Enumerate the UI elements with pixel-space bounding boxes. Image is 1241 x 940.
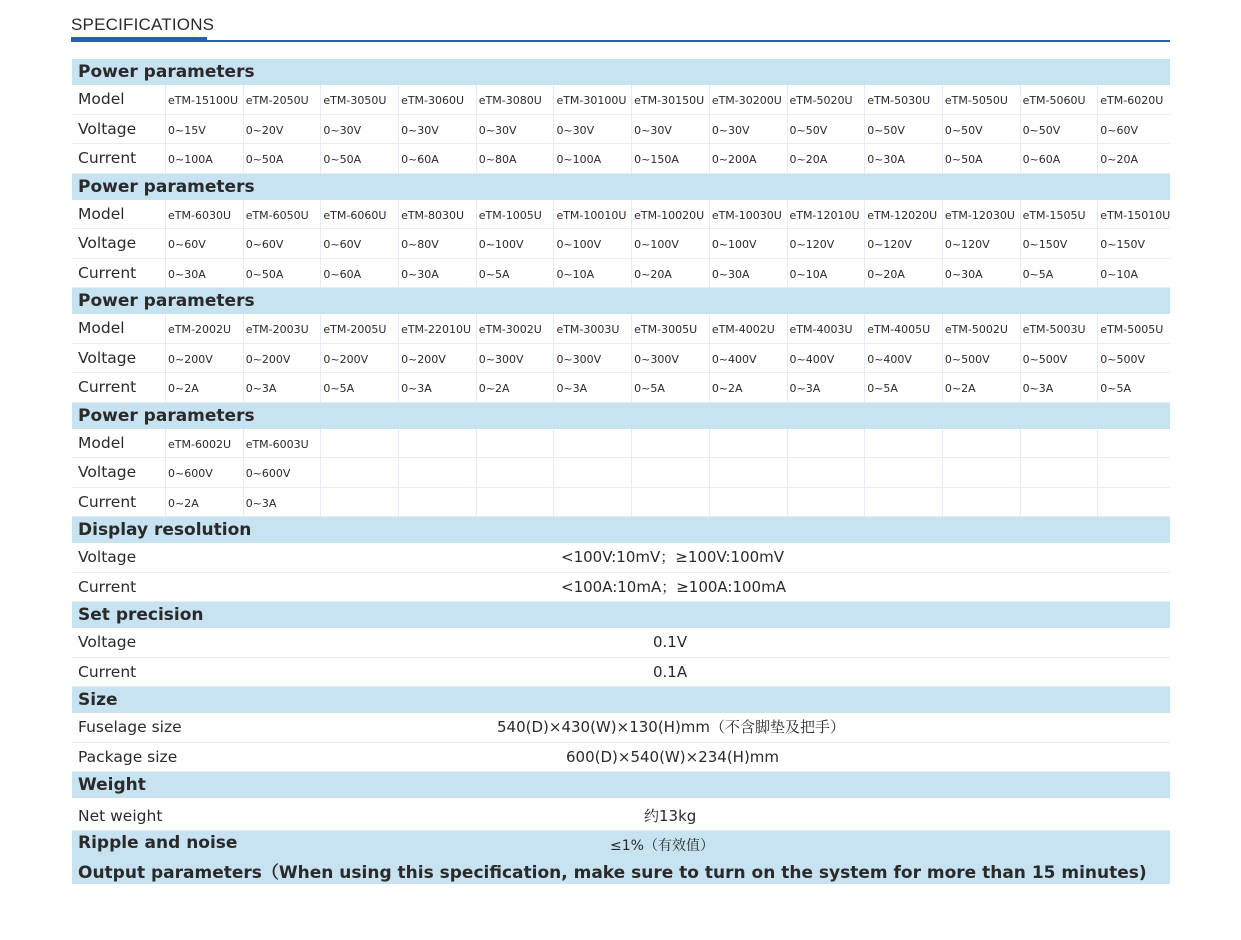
row-label: Current	[78, 492, 137, 511]
current-row	[72, 259, 1170, 289]
table-cell: 0~3A	[243, 488, 321, 517]
table-cell: 0~30V	[553, 115, 631, 144]
display-resolution-heading: Display resolution	[72, 517, 1170, 543]
table-cell	[787, 488, 865, 517]
table-cell: 0~100A	[165, 144, 243, 173]
table-cell: 0~100V	[553, 229, 631, 258]
power-parameters-heading: Power parameters	[72, 59, 1170, 85]
table-cell: 0~80A	[476, 144, 554, 173]
table-cell	[398, 488, 476, 517]
row-value: 600(D)×540(W)×234(H)mm	[566, 747, 780, 766]
table-cell	[631, 458, 709, 487]
table-cell: eTM-5050U	[942, 85, 1020, 114]
row-label: Voltage	[78, 348, 137, 367]
table-cell: eTM-12010U	[787, 200, 865, 229]
table-cell	[1097, 458, 1175, 487]
table-cell: eTM-30200U	[709, 85, 787, 114]
row-label: Voltage	[78, 234, 137, 252]
table-cell: 0~300V	[553, 344, 631, 373]
table-cell	[553, 458, 631, 487]
voltage-row	[72, 344, 1170, 374]
table-cell: 0~200V	[398, 344, 476, 373]
table-cell: eTM-3060U	[398, 85, 476, 114]
table-cell: 0~600V	[243, 458, 321, 487]
table-cell: eTM-12020U	[864, 200, 942, 229]
table-cell	[476, 429, 554, 458]
table-cell: 0~20A	[864, 259, 942, 288]
row-label: Current	[78, 662, 137, 681]
display-resolution-current-row	[72, 573, 1170, 603]
table-cell: 0~120V	[942, 229, 1020, 258]
table-cell: eTM-6020U	[1097, 85, 1175, 114]
table-cell	[553, 429, 631, 458]
table-cell: 0~500V	[942, 344, 1020, 373]
net-weight-row	[72, 798, 1170, 831]
table-cell	[320, 458, 398, 487]
table-cell: eTM-12030U	[942, 200, 1020, 229]
table-cell: eTM-6003U	[243, 429, 321, 458]
table-cell	[787, 429, 865, 458]
table-cell: 0~100V	[631, 229, 709, 258]
table-cell: 0~150V	[1097, 229, 1175, 258]
page-title: SPECIFICATIONS	[71, 15, 215, 34]
table-cell	[709, 458, 787, 487]
table-cell: 0~150A	[631, 144, 709, 173]
title-divider	[71, 40, 1170, 42]
table-cell: eTM-3002U	[476, 314, 554, 343]
table-cell: 0~60V	[1097, 115, 1175, 144]
table-cell	[476, 458, 554, 487]
table-cell: 0~30V	[709, 115, 787, 144]
row-label: Net weight	[78, 807, 163, 825]
table-cell: 0~200V	[165, 344, 243, 373]
table-cell: eTM-10010U	[553, 200, 631, 229]
table-cell	[320, 429, 398, 458]
row-label: Voltage	[78, 119, 137, 138]
table-cell: 0~300V	[631, 344, 709, 373]
row-label: Voltage	[78, 463, 137, 481]
table-cell: 0~200V	[320, 344, 398, 373]
table-cell: eTM-3080U	[476, 85, 554, 114]
row-label: Model	[78, 204, 125, 223]
table-cell: 0~50V	[864, 115, 942, 144]
row-label: Current	[78, 263, 137, 282]
ripple-output-band	[72, 831, 1170, 884]
table-cell: 0~60V	[165, 229, 243, 258]
table-cell: 0~200V	[243, 344, 321, 373]
table-cell: 0~200A	[709, 144, 787, 173]
model-row	[72, 85, 1170, 115]
table-cell	[709, 488, 787, 517]
row-value: 0.1A	[653, 662, 688, 681]
table-cell: 0~50V	[787, 115, 865, 144]
set-precision-heading: Set precision	[72, 602, 1170, 628]
row-value: 540(D)×430(W)×130(H)mm（不含脚垫及把手）	[497, 718, 846, 736]
table-cell: eTM-10020U	[631, 200, 709, 229]
row-value: <100V:10mV；≥100V:100mV	[561, 548, 785, 566]
table-cell	[631, 488, 709, 517]
table-cell: 0~5A	[631, 373, 709, 402]
table-cell	[942, 458, 1020, 487]
table-cell: eTM-22010U	[398, 314, 476, 343]
row-label: Current	[78, 149, 137, 167]
table-cell: 0~80V	[398, 229, 476, 258]
table-cell: 0~2A	[165, 488, 243, 517]
table-cell: eTM-3050U	[320, 85, 398, 114]
table-cell: eTM-10030U	[709, 200, 787, 229]
row-label: Voltage	[78, 548, 137, 566]
table-cell: eTM-1505U	[1020, 200, 1098, 229]
display-resolution-voltage-row	[72, 543, 1170, 573]
table-cell: 0~20A	[631, 259, 709, 288]
table-cell: eTM-3005U	[631, 314, 709, 343]
table-cell: eTM-5005U	[1097, 314, 1175, 343]
table-cell: 0~15V	[165, 115, 243, 144]
table-cell: 0~20V	[243, 115, 321, 144]
table-cell: 0~3A	[398, 373, 476, 402]
table-cell: 0~50V	[942, 115, 1020, 144]
table-cell: 0~60V	[320, 229, 398, 258]
table-cell: 0~50A	[942, 144, 1020, 173]
table-cell: eTM-2003U	[243, 314, 321, 343]
model-row	[72, 200, 1170, 230]
table-cell: 0~30V	[631, 115, 709, 144]
fuselage-size-row	[72, 713, 1170, 743]
model-row	[72, 429, 1170, 459]
table-cell: 0~50A	[243, 259, 321, 288]
current-row	[72, 373, 1170, 403]
set-precision-voltage-row	[72, 628, 1170, 658]
table-cell	[942, 429, 1020, 458]
table-cell: 0~50A	[243, 144, 321, 173]
current-row	[72, 144, 1170, 174]
table-cell	[398, 429, 476, 458]
package-size-row	[72, 743, 1170, 773]
table-cell: eTM-5002U	[942, 314, 1020, 343]
row-label: Model	[78, 90, 125, 108]
table-cell	[398, 458, 476, 487]
table-cell: eTM-1005U	[476, 200, 554, 229]
current-row	[72, 488, 1170, 518]
table-cell: 0~2A	[165, 373, 243, 402]
row-label: Model	[78, 319, 125, 337]
table-cell	[942, 488, 1020, 517]
table-cell: eTM-4002U	[709, 314, 787, 343]
table-cell: 0~400V	[787, 344, 865, 373]
table-cell: eTM-2002U	[165, 314, 243, 343]
table-cell: eTM-4005U	[864, 314, 942, 343]
table-cell: 0~2A	[709, 373, 787, 402]
table-cell: 0~30V	[398, 115, 476, 144]
table-cell	[864, 458, 942, 487]
table-cell: 0~100A	[553, 144, 631, 173]
table-cell: 0~30A	[398, 259, 476, 288]
voltage-row	[72, 115, 1170, 145]
table-cell: 0~3A	[787, 373, 865, 402]
table-cell: 0~120V	[787, 229, 865, 258]
table-cell: eTM-3003U	[553, 314, 631, 343]
table-cell: 0~5A	[320, 373, 398, 402]
table-cell: eTM-5030U	[864, 85, 942, 114]
table-cell	[1020, 488, 1098, 517]
row-label: Fuselage size	[78, 718, 182, 736]
row-label: Voltage	[78, 633, 137, 651]
table-cell	[787, 458, 865, 487]
table-cell	[1097, 488, 1175, 517]
row-value: 0.1V	[653, 633, 688, 651]
table-cell: eTM-15100U	[165, 85, 243, 114]
table-cell: 0~100V	[709, 229, 787, 258]
row-value: 约13kg	[644, 807, 697, 825]
row-label: Package size	[78, 747, 178, 766]
row-label: Current	[78, 577, 137, 596]
table-cell: 0~5A	[476, 259, 554, 288]
output-parameters-heading: Output parameters（When using this specification, make sure to turn on the system for more than 15 minutes)	[78, 863, 1147, 883]
table-cell: eTM-6060U	[320, 200, 398, 229]
table-cell	[320, 488, 398, 517]
table-cell: 0~2A	[942, 373, 1020, 402]
table-cell: eTM-5020U	[787, 85, 865, 114]
table-cell: eTM-2050U	[243, 85, 321, 114]
power-parameters-heading: Power parameters	[72, 403, 1170, 429]
table-cell: 0~20A	[1097, 144, 1175, 173]
table-cell	[631, 429, 709, 458]
table-cell: 0~400V	[709, 344, 787, 373]
table-cell: eTM-5060U	[1020, 85, 1098, 114]
table-cell: 0~10A	[787, 259, 865, 288]
table-cell	[864, 429, 942, 458]
table-cell: eTM-2005U	[320, 314, 398, 343]
table-cell: 0~500V	[1097, 344, 1175, 373]
table-cell	[709, 429, 787, 458]
table-cell: 0~50A	[320, 144, 398, 173]
table-cell: 0~500V	[1020, 344, 1098, 373]
table-cell: 0~10A	[553, 259, 631, 288]
table-cell: eTM-30150U	[631, 85, 709, 114]
table-cell: 0~100V	[476, 229, 554, 258]
table-cell: 0~5A	[864, 373, 942, 402]
table-cell: 0~5A	[1020, 259, 1098, 288]
table-cell: eTM-6050U	[243, 200, 321, 229]
table-cell: 0~3A	[553, 373, 631, 402]
table-cell: 0~30A	[864, 144, 942, 173]
table-cell: 0~600V	[165, 458, 243, 487]
ripple-value: ≤1%（有效值）	[610, 838, 714, 854]
table-cell: eTM-6002U	[165, 429, 243, 458]
title-accent-bar	[71, 37, 207, 41]
size-heading: Size	[72, 687, 1170, 713]
table-cell: 0~2A	[476, 373, 554, 402]
table-cell: 0~300V	[476, 344, 554, 373]
table-cell: 0~60A	[1020, 144, 1098, 173]
table-cell: 0~5A	[1097, 373, 1175, 402]
model-row	[72, 314, 1170, 344]
table-cell: eTM-4003U	[787, 314, 865, 343]
table-cell: 0~10A	[1097, 259, 1175, 288]
table-cell: 0~30A	[165, 259, 243, 288]
power-parameters-container	[72, 59, 1170, 517]
table-cell: 0~20A	[787, 144, 865, 173]
table-cell: eTM-6030U	[165, 200, 243, 229]
table-cell: 0~3A	[1020, 373, 1098, 402]
table-cell: 0~30A	[942, 259, 1020, 288]
table-cell: 0~60A	[320, 259, 398, 288]
row-value: <100A:10mA；≥100A:100mA	[561, 577, 786, 596]
row-label: Current	[78, 378, 137, 396]
table-cell: 0~150V	[1020, 229, 1098, 258]
power-parameters-heading: Power parameters	[72, 288, 1170, 314]
row-label: Model	[78, 433, 125, 452]
table-cell: 0~120V	[864, 229, 942, 258]
table-cell: 0~50V	[1020, 115, 1098, 144]
table-cell: 0~60V	[243, 229, 321, 258]
table-cell: eTM-15010U	[1097, 200, 1175, 229]
table-cell: 0~30V	[476, 115, 554, 144]
table-cell	[1020, 458, 1098, 487]
spec-table	[72, 59, 1170, 884]
table-cell: eTM-5003U	[1020, 314, 1098, 343]
table-cell	[476, 488, 554, 517]
set-precision-current-row	[72, 658, 1170, 688]
table-cell: 0~30A	[709, 259, 787, 288]
weight-heading: Weight	[72, 772, 1170, 798]
table-cell: eTM-8030U	[398, 200, 476, 229]
table-cell	[1020, 429, 1098, 458]
table-cell: 0~400V	[864, 344, 942, 373]
voltage-row	[72, 229, 1170, 259]
table-cell: eTM-30100U	[553, 85, 631, 114]
ripple-heading: Ripple and noise	[78, 833, 238, 853]
table-cell	[553, 488, 631, 517]
table-cell: 0~3A	[243, 373, 321, 402]
table-cell: 0~30V	[320, 115, 398, 144]
table-cell	[1097, 429, 1175, 458]
voltage-row	[72, 458, 1170, 488]
power-parameters-heading: Power parameters	[72, 174, 1170, 200]
table-cell: 0~60A	[398, 144, 476, 173]
table-cell	[864, 488, 942, 517]
